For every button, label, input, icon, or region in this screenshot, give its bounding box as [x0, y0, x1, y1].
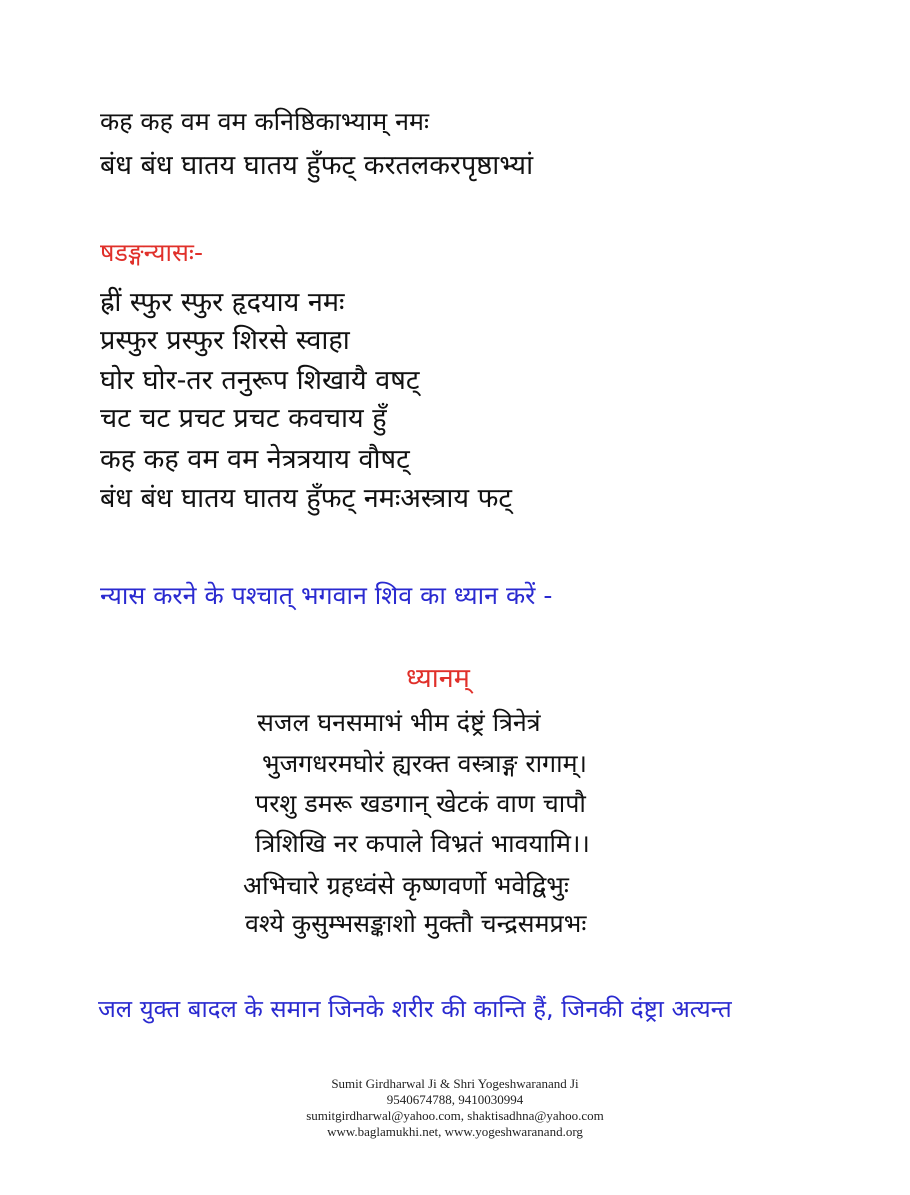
- shadanga-line-4: चट चट प्रचट प्रचट कवचाय हुँ: [100, 403, 387, 434]
- shadanga-heading: षडङ्गन्यासः-: [100, 238, 203, 267]
- footer-names: Sumit Girdharwal Ji & Shri Yogeshwaranand Ji: [331, 1076, 579, 1091]
- footer-websites: www.baglamukhi.net, www.yogeshwaranand.org: [327, 1124, 583, 1139]
- shadanga-line-6: बंध बंध घातय घातय हुँफट् नमःअस्त्राय फट्: [100, 483, 512, 514]
- shadanga-line-3: घोर घोर-तर तनुरूप शिखायै वषट्: [100, 365, 420, 396]
- shadanga-line-2: प्रस्फुर प्रस्फुर शिरसे स्वाहा: [100, 325, 350, 356]
- dhyanam-line-2: भुजगधरमघोरं ह्यरक्त वस्त्राङ्ग रागाम्।: [262, 749, 588, 778]
- dhyanam-line-1: सजल घनसमाभं भीम दंष्ट्रं त्रिनेत्रं: [257, 708, 541, 737]
- meaning-line: जल युक्त बादल के समान जिनके शरीर की कान्ति हैं, जिनकी दंष्ट्रा अत्यन्त: [98, 995, 732, 1023]
- dhyanam-heading: ध्यानम्: [406, 663, 470, 694]
- dhyanam-line-5: अभिचारे ग्रहध्वंसे कृष्णवर्णो भवेद्विभुः: [243, 871, 569, 900]
- dhyanam-line-6: वश्ये कुसुम्भसङ्काशो मुक्तौ चन्द्रसमप्रभः: [245, 909, 587, 938]
- intro-line-2: बंध बंध घातय घातय हुँफट् करतलकरपृष्ठाभ्यां: [100, 150, 534, 181]
- dhyanam-line-4: त्रिशिखि नर कपाले विभ्रतं भावयामि।।: [255, 829, 590, 858]
- shadanga-line-5: कह कह वम वम नेत्रत्रयाय वौषट्: [100, 444, 410, 475]
- footer: [0, 1076, 910, 1140]
- footer-phones: 9540674788, 9410030994: [386, 1092, 524, 1107]
- instruction-line: न्यास करने के पश्चात् भगवान शिव का ध्यान करें -: [100, 581, 553, 610]
- dhyanam-line-3: परशु डमरू खडगान् खेटकं वाण चापौ: [255, 789, 586, 818]
- intro-line-1: कह कह वम वम कनिष्ठिकाभ्याम् नमः: [100, 107, 430, 136]
- shadanga-line-1: ह्रीं स्फुर स्फुर हृदयाय नमः: [100, 287, 345, 318]
- footer-emails: sumitgirdharwal@yahoo.com, shaktisadhna@yahoo.com: [306, 1108, 604, 1123]
